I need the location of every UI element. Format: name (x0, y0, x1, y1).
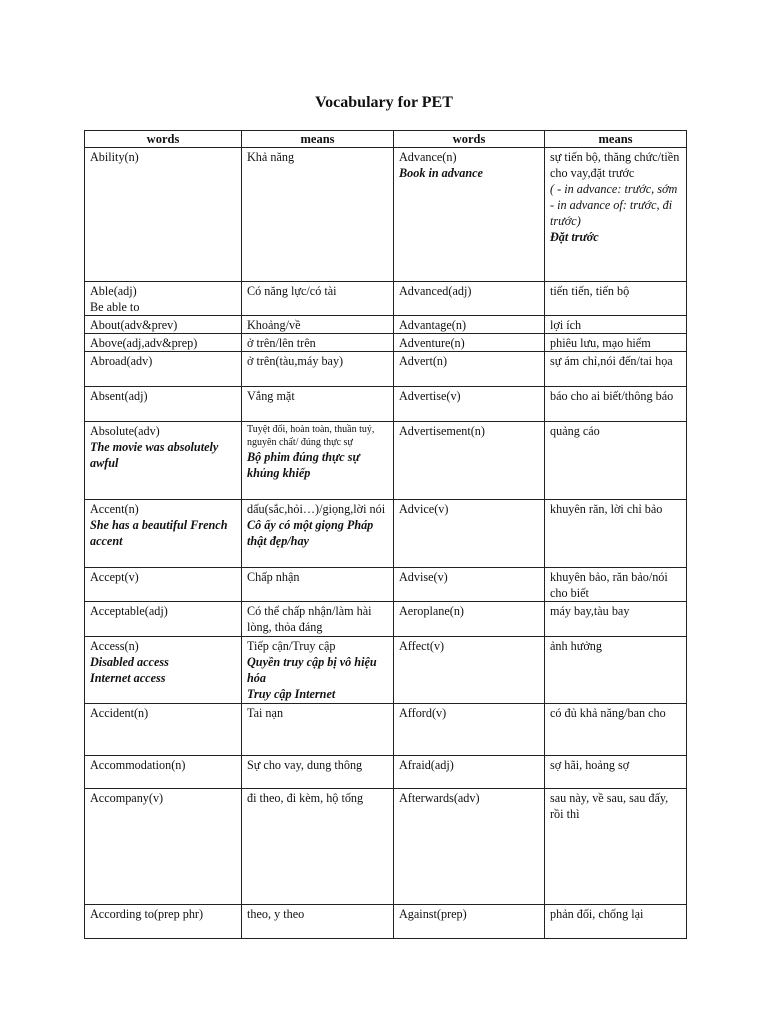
word-cell (394, 282, 545, 316)
word-cell (394, 756, 545, 789)
meaning-cell (545, 334, 687, 352)
word-text: Against(prep) (399, 907, 467, 921)
example-translation: Đặt trước (550, 230, 599, 244)
meaning-cell (545, 316, 687, 334)
vocabulary-table (84, 130, 687, 939)
word-cell (85, 637, 242, 704)
example-text: Book in advance (399, 166, 483, 180)
table-body (85, 148, 687, 939)
table-row (85, 602, 687, 637)
word-cell (85, 602, 242, 637)
example-text: Disabled access (90, 655, 169, 669)
meaning-cell (242, 352, 394, 387)
word-text: Accompany(v) (90, 791, 164, 805)
meaning-text: - in advance of: trước, đi trước) (550, 198, 673, 228)
example-text: Internet access (90, 671, 166, 685)
meaning-cell (242, 148, 394, 282)
word-text: Afraid(adj) (399, 758, 454, 772)
table-header-row (85, 131, 687, 148)
word-cell (394, 352, 545, 387)
meaning-cell (545, 756, 687, 789)
meaning-text: phiêu lưu, mạo hiểm (550, 336, 651, 350)
meaning-text: Tiếp cận/Truy cập (247, 639, 336, 653)
word-text: Aeroplane(n) (399, 604, 464, 618)
word-cell (85, 422, 242, 500)
word-text: According to(prep phr) (90, 907, 204, 921)
table-row (85, 334, 687, 352)
meaning-text: Vắng mặt (247, 389, 295, 403)
meaning-text: lợi ích (550, 318, 582, 332)
word-cell (85, 282, 242, 316)
word-cell (85, 352, 242, 387)
word-cell (394, 905, 545, 939)
example-translation: Truy cập Internet (247, 687, 336, 701)
word-text: Access(n) (90, 639, 139, 653)
word-text: Abroad(adv) (90, 354, 153, 368)
meaning-cell (242, 387, 394, 422)
meaning-cell (545, 500, 687, 568)
page-title: Vocabulary for PET (315, 94, 453, 111)
word-cell (394, 148, 545, 282)
example-translation: Bộ phim đúng thực sự khủng khiếp (247, 450, 360, 480)
word-text: Advertisement(n) (399, 424, 485, 438)
word-text: Advanced(adj) (399, 284, 472, 298)
word-cell (394, 316, 545, 334)
meaning-cell (242, 334, 394, 352)
meaning-text: ảnh hưởng (550, 639, 602, 653)
word-text: Acceptable(adj) (90, 604, 168, 618)
table-row (85, 316, 687, 334)
word-text: Above(adj,adv&prep) (90, 336, 198, 350)
meaning-text: Có năng lực/có tài (247, 284, 337, 298)
meaning-text: Chấp nhận (247, 570, 300, 584)
table-row (85, 789, 687, 905)
meaning-cell (242, 282, 394, 316)
word-text: Accent(n) (90, 502, 139, 516)
word-text: Advance(n) (399, 150, 457, 164)
meaning-cell (545, 704, 687, 756)
meaning-text: báo cho ai biết/thông báo (550, 389, 674, 403)
table-row (85, 422, 687, 500)
meaning-cell (242, 568, 394, 602)
meaning-text: Có thể chấp nhận/làm hài lòng, thỏa đáng (247, 604, 372, 634)
word-cell (85, 334, 242, 352)
example-translation: Quyền truy cập bị vô hiệu hóa (247, 655, 377, 685)
word-text: Absent(adj) (90, 389, 148, 403)
meaning-cell (242, 789, 394, 905)
word-cell (394, 637, 545, 704)
word-text: About(adv&prev) (90, 318, 178, 332)
table-row (85, 387, 687, 422)
meaning-text: sự tiến bộ, thăng chức/tiền cho vay,đặt trước (550, 150, 680, 180)
example-text: The movie was absolutely awful (90, 440, 219, 470)
table-row (85, 568, 687, 602)
word-text: Advantage(n) (399, 318, 467, 332)
meaning-text: Sự cho vay, dung thông (247, 758, 363, 772)
word-cell (394, 704, 545, 756)
word-cell (394, 789, 545, 905)
header-words-2: words (394, 131, 545, 148)
table-row (85, 756, 687, 789)
meaning-text: Khả năng (247, 150, 295, 164)
meaning-text: đi theo, đi kèm, hộ tống (247, 791, 364, 805)
table-row (85, 704, 687, 756)
word-cell (85, 704, 242, 756)
word-cell (85, 756, 242, 789)
meaning-cell (545, 637, 687, 704)
meaning-cell (545, 568, 687, 602)
word-text: Afterwards(adv) (399, 791, 480, 805)
example-translation: Cô ấy có một giọng Pháp thật đẹp/hay (247, 518, 374, 548)
word-text: Advertise(v) (399, 389, 461, 403)
meaning-cell (545, 387, 687, 422)
word-text: Accident(n) (90, 706, 149, 720)
word-text: Absolute(adv) (90, 424, 160, 438)
meaning-cell (545, 282, 687, 316)
meaning-text: Tai nạn (247, 706, 284, 720)
word-text: Afford(v) (399, 706, 447, 720)
word-cell (85, 316, 242, 334)
table-row (85, 352, 687, 387)
meaning-text: sự ám chỉ,nói đến/tai họa (550, 354, 673, 368)
meaning-cell (242, 905, 394, 939)
word-cell (394, 422, 545, 500)
table-row (85, 500, 687, 568)
meaning-text: sau này, về sau, sau đấy, rồi thì (550, 791, 669, 821)
example-text: She has a beautiful French accent (90, 518, 228, 548)
word-cell (85, 568, 242, 602)
meaning-cell (545, 602, 687, 637)
meaning-text: máy bay,tàu bay (550, 604, 630, 618)
meaning-cell (242, 637, 394, 704)
word-cell (85, 500, 242, 568)
header-words-1: words (85, 131, 242, 148)
meaning-cell (545, 352, 687, 387)
meaning-text: Tuyệt đối, hoàn toàn, thuần tuý, nguyên chất/ đúng thực sự (247, 424, 375, 448)
meaning-cell (545, 148, 687, 282)
meaning-text: ( - in advance: trước, sớm (550, 182, 678, 196)
meaning-cell (242, 316, 394, 334)
word-text: Be able to (90, 300, 140, 314)
table-row (85, 148, 687, 282)
word-cell (85, 148, 242, 282)
word-text: Accept(v) (90, 570, 139, 584)
meaning-text: khuyên răn, lời chỉ bảo (550, 502, 663, 516)
word-text: Ability(n) (90, 150, 139, 164)
word-cell (394, 568, 545, 602)
word-text: Advice(v) (399, 502, 449, 516)
word-cell (394, 334, 545, 352)
meaning-cell (545, 789, 687, 905)
meaning-text: phản đối, chống lại (550, 907, 644, 921)
meaning-cell (545, 422, 687, 500)
word-text: Adventure(n) (399, 336, 465, 350)
header-means-1: means (242, 131, 394, 148)
word-text: Accommodation(n) (90, 758, 186, 772)
meaning-cell (545, 905, 687, 939)
meaning-text: có đủ khả năng/ban cho (550, 706, 666, 720)
table-row (85, 905, 687, 939)
meaning-text: sợ hãi, hoảng sợ (550, 758, 630, 772)
meaning-text: Khoảng/về (247, 318, 301, 332)
word-text: Advert(n) (399, 354, 448, 368)
meaning-text: tiến tiến, tiến bộ (550, 284, 630, 298)
meaning-text: quảng cáo (550, 424, 600, 438)
word-text: Able(adj) (90, 284, 137, 298)
word-text: Affect(v) (399, 639, 445, 653)
table-row (85, 637, 687, 704)
word-text: Advise(v) (399, 570, 448, 584)
header-means-2: means (545, 131, 687, 148)
meaning-text: ở trên(tàu,máy bay) (247, 354, 344, 368)
meaning-text: theo, y theo (247, 907, 305, 921)
meaning-cell (242, 704, 394, 756)
word-cell (85, 905, 242, 939)
meaning-text: khuyên bảo, răn bảo/nói cho biết (550, 570, 668, 600)
meaning-cell (242, 602, 394, 637)
meaning-cell (242, 422, 394, 500)
meaning-cell (242, 756, 394, 789)
word-cell (85, 387, 242, 422)
word-cell (394, 500, 545, 568)
word-cell (394, 602, 545, 637)
word-cell (85, 789, 242, 905)
table-row (85, 282, 687, 316)
meaning-text: ở trên/lên trên (247, 336, 316, 350)
meaning-text: dấu(sắc,hỏi…)/giọng,lời nói (247, 502, 386, 516)
word-cell (394, 387, 545, 422)
meaning-cell (242, 500, 394, 568)
